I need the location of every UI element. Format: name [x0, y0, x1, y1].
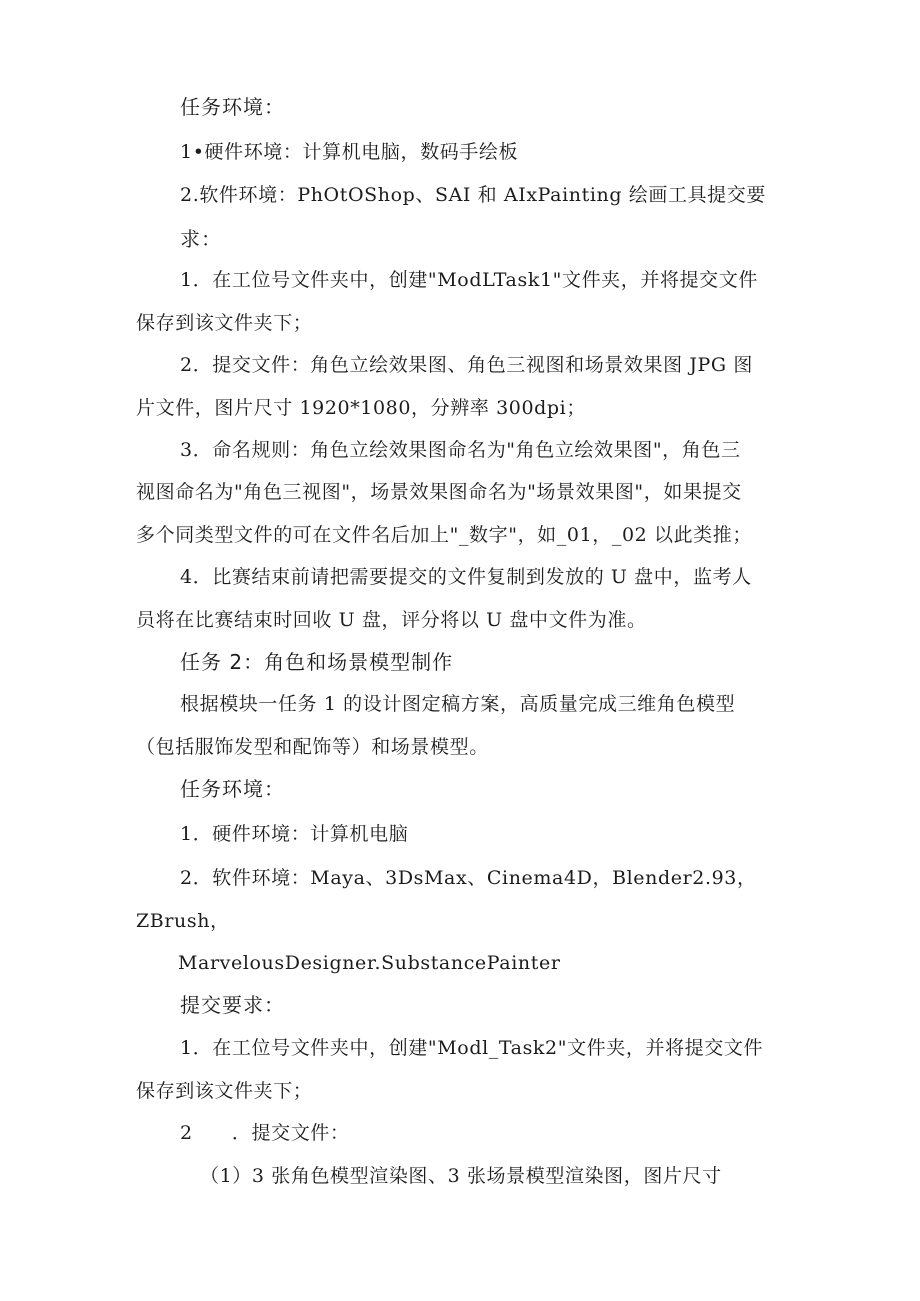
- req1-item3-line2: 视图命名为"角色三视图"，场景效果图命名为"场景效果图"，如果提交: [136, 481, 742, 503]
- software-environment-2-line1: 2．软件环境：Maya、3DsMax、Cinema4D，Blender2.93，: [180, 867, 757, 889]
- software-environment-2-line3: MarvelousDesigner.SubstancePainter: [178, 952, 561, 974]
- req1-item2-line1: 2．提交文件：角色立绘效果图、角色三视图和场景效果图 JPG 图: [180, 354, 753, 376]
- heading-task-environment-1: 任务环境：: [180, 95, 285, 119]
- req2-item1-line2: 保存到该文件夹下；: [136, 1080, 313, 1102]
- req1-item4-line1: 4．比赛结束前请把需要提交的文件复制到发放的 U 盘中，监考人: [180, 566, 752, 588]
- req1-item2-line2: 片文件，图片尺寸 1920*1080，分辨率 300dpi；: [136, 397, 586, 419]
- hardware-environment-1: 1•硬件环境：计算机电脑，数码手绘板: [180, 141, 519, 163]
- task2-desc-line2: （包括服饰发型和配饰等）和场景模型。: [136, 736, 489, 758]
- software-environment-2-line2: ZBrush，: [136, 910, 230, 932]
- task2-desc-line1: 根据模块一任务 1 的设计图定稿方案，高质量完成三维角色模型: [180, 693, 736, 715]
- req1-item3-line1: 3．命名规则：角色立绘效果图命名为"角色立绘效果图"，角色三: [180, 439, 741, 461]
- req1-item4-line2: 员将在比赛结束时回收 U 盘，评分将以 U 盘中文件为准。: [136, 609, 647, 631]
- req1-item1-line2: 保存到该文件夹下；: [136, 312, 313, 334]
- software-environment-1: 2.软件环境：PhOtOShop、SAI 和 AIxPainting 绘画工具提交要: [180, 184, 766, 206]
- submit-requirements-cont-1: 求：: [180, 227, 222, 251]
- heading-submit-requirements-2: 提交要求：: [180, 993, 285, 1017]
- heading-task-environment-2: 任务环境：: [180, 777, 285, 801]
- req1-item3-line3: 多个同类型文件的可在文件名后加上"_数字"，如_01，_02 以此类推；: [136, 524, 752, 546]
- heading-task-2: 任务 2：角色和场景模型制作: [180, 650, 454, 674]
- req2-item2: 2 ．提交文件：: [180, 1122, 350, 1144]
- req2-item2-sub1: （1）3 张角色模型渲染图、3 张场景模型渲染图，图片尺寸: [200, 1165, 722, 1187]
- req2-item1-line1: 1．在工位号文件夹中，创建"Modl_Task2"文件夹，并将提交文件: [180, 1037, 764, 1059]
- hardware-environment-2: 1．硬件环境：计算机电脑: [180, 823, 409, 845]
- req1-item1-line1: 1．在工位号文件夹中，创建"ModLTask1"文件夹，并将提交文件: [180, 269, 758, 291]
